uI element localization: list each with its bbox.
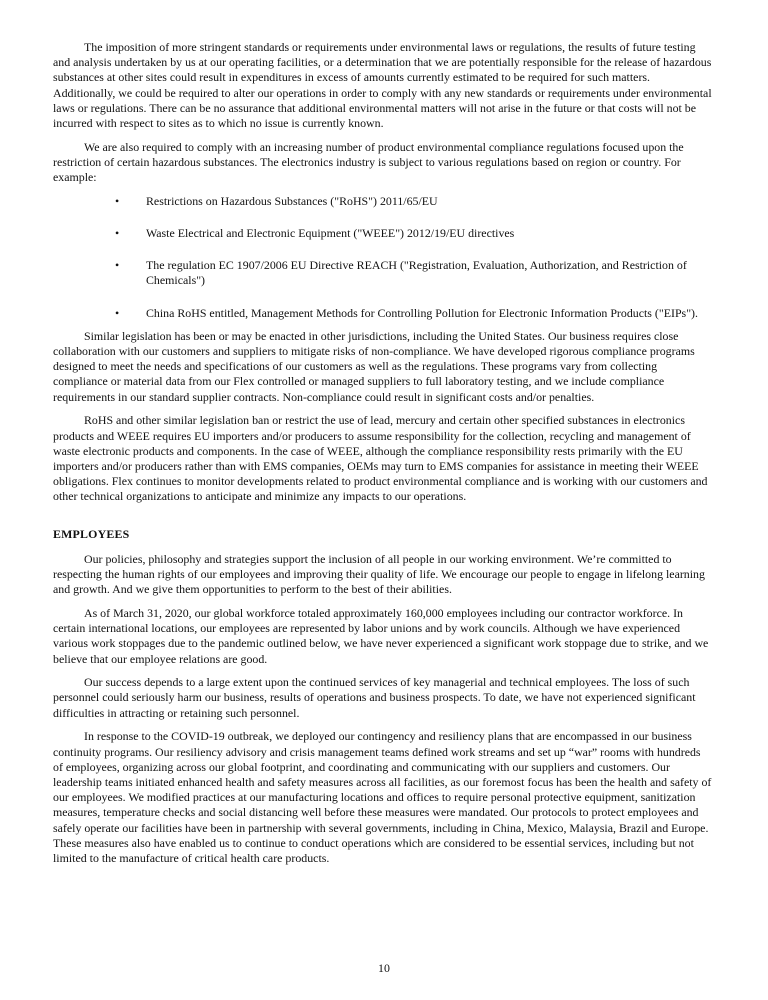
paragraph-covid-response: In response to the COVID-19 outbreak, we deployed our contingency and resiliency plans that are encompassed in our business continuity programs. Our resiliency advisory and crisis management teams defined work streams and set up “war” rooms with hundreds of employees, organizing across our global footprint, and coordinating and communicating with our suppliers and customers. Our leadership teams initiated enhanced health and safety measures across all facilities, as our foremost focus has been the health and safety of our employees. We modified practices at our manufacturing locations and offices to require personal protective equipment, sanitization measures, temperature checks and social distancing well before these measures were mandated. Our protocols to protect employees and safely operate our facilities have been in partnership with several governments, including in China, Mexico, Malaysia, Brazil and Europe. These measures also have enabled us to continue to conduct operations which are considered to be essential services, including but not limited to the manufacture of critical health care products. xyxy=(53,729,712,865)
bullet-icon: • xyxy=(115,226,120,241)
section-heading-employees: EMPLOYEES xyxy=(53,526,130,541)
document-page xyxy=(53,40,713,875)
paragraph-workforce: As of March 31, 2020, our global workforce totaled approximately 160,000 employees including our contractor workforce. In certain international locations, our employees are represented by labor unions and by work councils. Although we have experienced various work stoppages due to the pandemic outlined below, we have never experienced a significant work stoppage due to strike, and we believe that our employee relations are good. xyxy=(53,605,709,666)
bullet-icon: • xyxy=(115,258,120,273)
list-item-text: Waste Electrical and Electronic Equipment ("WEEE") 2012/19/EU directives xyxy=(146,226,515,241)
list-item-text: The regulation EC 1907/2006 EU Directive REACH ("Registration, Evaluation, Authorization, and Restriction of Chemicals") xyxy=(146,258,687,288)
bullet-icon: • xyxy=(115,193,120,208)
list-item-text: Restrictions on Hazardous Substances ("RoHS") 2011/65/EU xyxy=(146,193,438,208)
paragraph-product-compliance: We are also required to comply with an increasing number of product environmental compliance regulations focused upon the restriction of certain hazardous substances. The electronics industry is subject to various regulations based on region or country. For example: xyxy=(53,139,684,185)
list-item xyxy=(53,306,713,321)
paragraph-environmental-standards: The imposition of more stringent standards or requirements under environmental laws or regulations, the results of future testing and analysis undertaken by us at our operating facilities, or a determination that we are potentially responsible for the release of hazardous substances at other sites could result in expenditures in excess of amounts currently estimated to be required for such matters. Additionally, we could be required to alter our operations in order to comply with any new standards or requirements under environmental laws or regulations. There can be no assurance that additional environmental matters will not arise in the future or that costs will not be incurred with respect to sites as to which no issue is currently known. xyxy=(53,40,712,131)
list-item-text: China RoHS entitled, Management Methods for Controlling Pollution for Electronic Information Products ("EIPs"). xyxy=(146,305,698,320)
list-item xyxy=(53,226,713,241)
paragraph-key-personnel: Our success depends to a large extent upon the continued services of key managerial and technical employees. The loss of such personnel could seriously harm our business, results of operations and business prospects. To date, we have not experienced significant difficulties in attracting or retaining such personnel. xyxy=(53,675,696,720)
paragraph-employee-policies: Our policies, philosophy and strategies support the inclusion of all people in our working environment. We’re committed to respecting the human rights of our employees and improving their quality of life. We encourage our people to engage in lifelong learning and growth. And we give them opportunities to perform to the best of their abilities. xyxy=(53,551,705,597)
list-item xyxy=(53,258,713,288)
regulations-list xyxy=(53,194,713,321)
bullet-icon: • xyxy=(115,305,120,320)
list-item xyxy=(53,194,713,209)
paragraph-similar-legislation: Similar legislation has been or may be enacted in other jurisdictions, including the United States. Our business requires close collaboration with our customers and suppliers to mitigate risks of non-compliance. We have developed rigorous compliance programs designed to meet the needs and specifications of our customers as well as the regulations. These programs vary from collecting compliance or material data from our Flex controlled or managed suppliers to full laboratory testing, and we include compliance requirements in our standard supplier contracts. Non-compliance could result in significant costs and/or penalties. xyxy=(53,328,695,404)
paragraph-rohs-weee: RoHS and other similar legislation ban or restrict the use of lead, mercury and certain other specified substances in electronics products and WEEE requires EU importers and/or producers to assume responsibility for the collection, recycling and management of waste electronic products and components. In the case of WEEE, although the compliance responsibility rests primarily with the EU importers and/or producers rather than with EMS companies, OEMs may turn to EMS companies for assistance in meeting their WEEE obligations. Flex continues to monitor developments related to product environmental compliance and is working with our customers and other technical organizations to anticipate and minimize any impacts to our operations. xyxy=(53,413,708,504)
page-number: 10 xyxy=(378,961,390,975)
